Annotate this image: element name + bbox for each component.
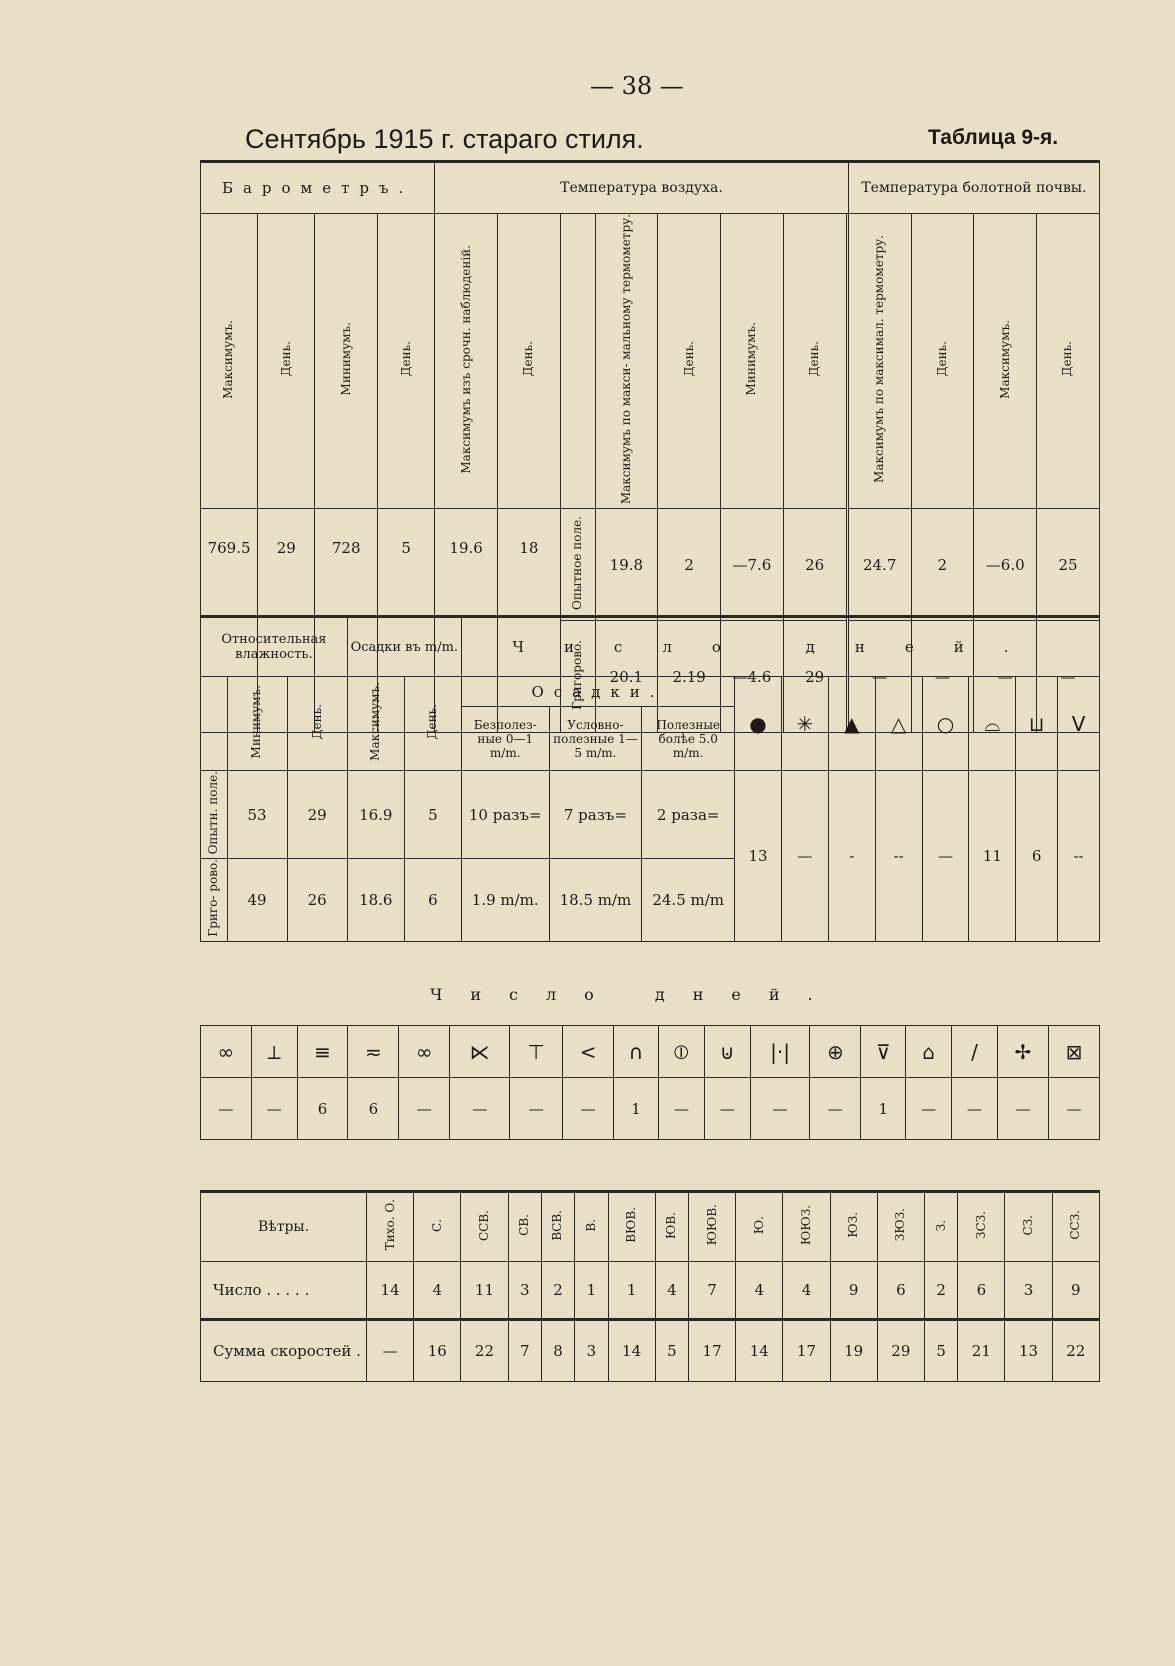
cell: 24.5 m/m	[642, 859, 735, 942]
site-label: Опытн. поле.	[201, 771, 228, 859]
cell: 1	[861, 1078, 906, 1140]
cell: 2	[658, 509, 721, 621]
page-number: — 38 —	[590, 72, 684, 100]
cell: 7	[689, 1262, 736, 1320]
cell: 14	[736, 1320, 783, 1382]
osadki-header: Осадки.	[461, 677, 734, 707]
col-thermo-max: Максимумъ по макси- мальному термометру.	[595, 214, 658, 509]
winds-label: Вѣтры.	[201, 1192, 367, 1262]
col-soil-min: Максимумъ.	[974, 214, 1037, 509]
winds-table	[200, 1190, 1100, 1382]
cell: 17	[689, 1320, 736, 1382]
cell: 24.7	[848, 509, 911, 621]
cell: —	[563, 1078, 614, 1140]
col-pr-max: Максимумъ.	[347, 677, 404, 771]
cell: 3	[1005, 1262, 1052, 1320]
col-soil-max-day: День.	[911, 214, 974, 509]
col-soil-min-day: День.	[1037, 214, 1100, 509]
cell: 16	[414, 1320, 461, 1382]
phenomenon-icon: ≂	[348, 1026, 399, 1078]
speed-label: Сумма скоростей .	[201, 1320, 367, 1382]
phenomenon-icon: ✢	[997, 1026, 1048, 1078]
cell: 1	[608, 1262, 655, 1320]
cell: 2	[924, 1262, 957, 1320]
col-thermo-max-day: День.	[658, 214, 721, 509]
cell: 1.9 m/m.	[461, 859, 549, 942]
col-soil-max: Максимумъ по максимал. термометру.	[848, 214, 911, 509]
cell: —	[1037, 621, 1100, 733]
glaze-icon: V	[1058, 677, 1100, 771]
cell: 26	[287, 859, 347, 942]
phenomenon-icon: ∞	[201, 1026, 252, 1078]
cell: —	[997, 1078, 1048, 1140]
phenomenon-icon: ∩	[614, 1026, 659, 1078]
cell: 22	[461, 1320, 508, 1382]
cell: 6	[877, 1262, 924, 1320]
days-header: Число дней.	[461, 617, 1099, 677]
cell: 7 разъ=	[549, 771, 642, 859]
cell: 1	[575, 1262, 608, 1320]
cell: —	[952, 1078, 998, 1140]
baro-min: 728	[315, 509, 378, 733]
barometer-header: Барометръ.	[201, 162, 435, 214]
col-hum-min: Минимумъ.	[227, 677, 287, 771]
cell: 18.5 m/m	[549, 859, 642, 942]
phenomenon-icon: ⌂	[906, 1026, 952, 1078]
cell: 9	[1052, 1262, 1099, 1320]
dir-header: З.	[924, 1192, 957, 1262]
col-thermo-min-day: День.	[783, 214, 846, 509]
dir-header: ВЮВ.	[608, 1192, 655, 1262]
cell: 2.19	[658, 621, 721, 733]
cell: 3	[508, 1262, 541, 1320]
cell: 5	[655, 1320, 688, 1382]
cell: —	[510, 1078, 563, 1140]
cell: 13	[1005, 1320, 1052, 1382]
phenomenon-icon: ⋉	[450, 1026, 510, 1078]
phenomena-table	[200, 1025, 1100, 1140]
cell: 14	[608, 1320, 655, 1382]
cell: 18.6	[347, 859, 404, 942]
cell: 22	[1052, 1320, 1099, 1382]
cell: 7	[508, 1320, 541, 1382]
phenomenon-icon: ⊕	[810, 1026, 861, 1078]
air-temp-header: Температура воздуха.	[435, 162, 849, 214]
humidity-header: Относительная влажность.	[201, 617, 348, 677]
phenomenon-icon: ⊍	[704, 1026, 750, 1078]
cell: --	[875, 771, 922, 942]
cell: 29	[877, 1320, 924, 1382]
cell: 3	[575, 1320, 608, 1382]
cell: 13	[735, 771, 782, 942]
dir-header: Тихо. О.	[367, 1192, 414, 1262]
cell: 20.1	[595, 621, 658, 733]
cell: 4	[736, 1262, 783, 1320]
cell: —4.6	[721, 621, 784, 733]
col-baro-max-day: День.	[258, 214, 315, 509]
col-baro-min: Минимумъ.	[315, 214, 378, 509]
rain-icon: ●	[735, 677, 782, 771]
dir-header: ЗЮЗ.	[877, 1192, 924, 1262]
cell: 1	[614, 1078, 659, 1140]
cell: —	[367, 1320, 414, 1382]
dir-header: ЗСЗ.	[958, 1192, 1005, 1262]
dir-header: ВСВ.	[541, 1192, 574, 1262]
site-label: Григо- рово.	[201, 859, 228, 942]
cell: —7.6	[721, 509, 784, 621]
urgent-max: 19.6	[435, 509, 498, 733]
cell: 10 разъ=	[461, 771, 549, 859]
cell: 6	[404, 859, 461, 942]
cell: —	[704, 1078, 750, 1140]
cell: —	[911, 621, 974, 733]
frost-icon: ⊔	[1016, 677, 1058, 771]
cell: 26	[783, 509, 846, 621]
cell: 6	[958, 1262, 1005, 1320]
col-useless: Безполез- ные 0—1 m/m.	[461, 707, 549, 771]
cell: 4	[414, 1262, 461, 1320]
col-urgent-day: День.	[498, 214, 561, 509]
cell: 6	[297, 1078, 348, 1140]
cell: 5	[404, 771, 461, 859]
phenomenon-icon: ⊽	[861, 1026, 906, 1078]
phenomenon-icon: /	[952, 1026, 998, 1078]
circle-icon: ○	[922, 677, 969, 771]
cell: --	[1058, 771, 1100, 942]
dir-header: ЮВ.	[655, 1192, 688, 1262]
phenomenon-icon: ⊠	[1048, 1026, 1099, 1078]
cell: 6	[348, 1078, 399, 1140]
cell: —	[658, 1078, 704, 1140]
col-site	[560, 214, 595, 509]
phenomenon-icon: ⦶	[658, 1026, 704, 1078]
phenomenon-icon: |·|	[750, 1026, 810, 1078]
cell: 17	[783, 1320, 830, 1382]
cell: —	[974, 621, 1037, 733]
cell: 16.9	[347, 771, 404, 859]
cell: —	[399, 1078, 450, 1140]
cell: 9	[830, 1262, 877, 1320]
page-title: Сентябрь 1915 г. стараго стиля.	[245, 124, 644, 154]
cell: —	[848, 621, 911, 733]
dir-header: ССЗ.	[1052, 1192, 1099, 1262]
snow-icon: ✳	[781, 677, 828, 771]
dir-header: С.	[414, 1192, 461, 1262]
cell: 29	[783, 621, 846, 733]
cell: —	[781, 771, 828, 942]
cell: 4	[783, 1262, 830, 1320]
cell: 2	[911, 509, 974, 621]
cell: —	[201, 1078, 252, 1140]
site-label: Григорово.	[560, 621, 595, 733]
dir-header: ЮЮЗ.	[783, 1192, 830, 1262]
dir-header: В.	[575, 1192, 608, 1262]
cell: 19.8	[595, 509, 658, 621]
cell: 49	[227, 859, 287, 942]
cell: -	[828, 771, 875, 942]
cell: —	[922, 771, 969, 942]
cell: —6.0	[974, 509, 1037, 621]
days-caption: Число дней.	[430, 985, 841, 1004]
col-thermo-min: Минимумъ.	[721, 214, 784, 509]
col-pr-day: День.	[404, 677, 461, 771]
cell: —	[906, 1078, 952, 1140]
cell: 6	[1016, 771, 1058, 942]
cell: 4	[655, 1262, 688, 1320]
cell: 29	[287, 771, 347, 859]
col-hum-day: День.	[287, 677, 347, 771]
dir-header: ЮЗ.	[830, 1192, 877, 1262]
dir-header: СЗ.	[1005, 1192, 1052, 1262]
cell: 2	[541, 1262, 574, 1320]
phenomenon-icon: ∞	[399, 1026, 450, 1078]
urgent-day: 18	[498, 509, 561, 733]
phenomenon-icon: ⊤	[510, 1026, 563, 1078]
baro-max: 769.5	[201, 509, 258, 733]
col-useful: Полезные болѣе 5.0 m/m.	[642, 707, 735, 771]
cell: 14	[367, 1262, 414, 1320]
cell: 2 раза=	[642, 771, 735, 859]
cell: 8	[541, 1320, 574, 1382]
phenomenon-icon: <	[563, 1026, 614, 1078]
cell: 11	[969, 771, 1016, 942]
count-label: Число . . . . .	[201, 1262, 367, 1320]
sleet-icon: △	[875, 677, 922, 771]
soil-temp-header: Температура болотной почвы.	[848, 162, 1099, 214]
col-baro-max: Максимумъ.	[201, 214, 258, 509]
cell: 5	[924, 1320, 957, 1382]
dew-icon: ⌓	[969, 677, 1016, 771]
cell: 21	[958, 1320, 1005, 1382]
cell: 53	[227, 771, 287, 859]
baro-max-day: 29	[258, 509, 315, 733]
dir-header: СВ.	[508, 1192, 541, 1262]
site-label: Опытное поле.	[560, 509, 595, 621]
phenomenon-icon: ≡	[297, 1026, 348, 1078]
cell: 19	[830, 1320, 877, 1382]
cell: 11	[461, 1262, 508, 1320]
cell: —	[1048, 1078, 1099, 1140]
cell: 25	[1037, 509, 1100, 621]
dir-header: ЮЮВ.	[689, 1192, 736, 1262]
dir-header: Ю.	[736, 1192, 783, 1262]
cell: —	[750, 1078, 810, 1140]
col-urgent-max: Максимумъ изъ срочн. наблюденій.	[435, 214, 498, 509]
cell: —	[810, 1078, 861, 1140]
col-baro-min-day: День.	[378, 214, 435, 509]
cell: —	[251, 1078, 297, 1140]
col-cond: Условно- полезные 1—5 m/m.	[549, 707, 642, 771]
hail-icon: ▲	[828, 677, 875, 771]
cell: —	[450, 1078, 510, 1140]
precip-header: Осадки въ m/m.	[347, 617, 461, 677]
dir-header: ССВ.	[461, 1192, 508, 1262]
baro-min-day: 5	[378, 509, 435, 733]
table-label: Таблица 9-я.	[928, 126, 1059, 149]
humidity-precip-table	[200, 615, 1100, 942]
phenomenon-icon: ⟂	[251, 1026, 297, 1078]
